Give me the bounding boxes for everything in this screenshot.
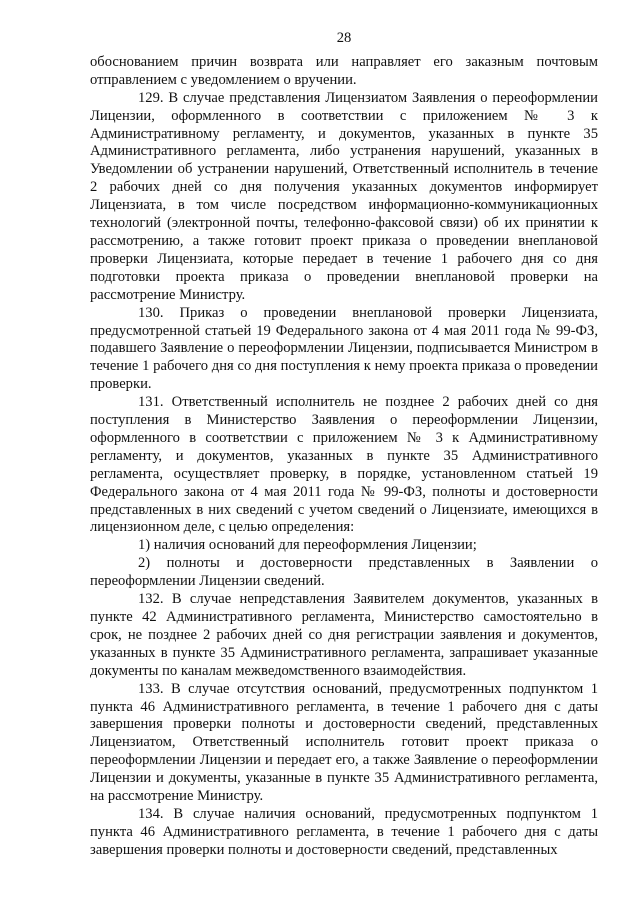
list-item-1: 1) наличия оснований для переоформления Лицензии; — [138, 537, 477, 554]
paragraph-134: 134. В случае наличия оснований, предусмотренных подпунктом 1 пункта 46 Административного регламента, в течение 1 рабочего дня с даты завершения проверки полноты и достоверности сведений, представленных — [90, 805, 598, 858]
list-item-2: 2) полноты и достоверности представленных в Заявлении о переоформлении Лицензии сведений. — [90, 555, 598, 590]
paragraph-130: 130. Приказ о проведении внеплановой проверки Лицензиата, предусмотренной статьей 19 Федерального закона от 4 мая 2011 года № 99-ФЗ, подавшего Заявление о переоформлении Лицензии, подписывается Министром в течение 1 рабочего дня со дня поступления к нему проекта приказа о проведении проверки. — [90, 304, 598, 393]
paragraph-continuation: обоснованием причин возврата или направляет его заказным почтовым отправлением с уведомлением о вручении. — [90, 53, 598, 88]
paragraph-133: 133. В случае отсутствия оснований, предусмотренных подпунктом 1 пункта 46 Административного регламента, в течение 1 рабочего дня с даты завершения проверки полноты и достоверности сведений, представленных Лицензиатом, Ответственный исполнитель готовит проект приказа о переоформлении Лицензии и передает его, а также Заявление о переоформлении Лицензии и документы, указанные в пункте 35 Административного регламента, на рассмотрение Министру. — [90, 680, 598, 805]
document-page — [90, 30, 598, 860]
paragraph-129: 129. В случае представления Лицензиатом Заявления о переоформлении Лицензии, оформленного в соответствии с приложением № 3 к Административному регламенту, и документов, указанных в пункте 35 Административного регламента, либо устранения нарушений, указанных в Уведомлении об устранении нарушений, Ответственный исполнитель в течение 2 рабочих дней со дня получения указанных документов информирует Лицензиата, в том числе посредством информационно-коммуникационных технологий (электронной почты, телефонно-факсовой связи) об их принятии к рассмотрению, а также готовит проект приказа о проведении внеплановой проверки Лицензиата, которые передает в течение 1 рабочего дня со дня подготовки проекта приказа о проведении внеплановой проверки на рассмотрение Министру. — [90, 89, 598, 303]
paragraph-131: 131. Ответственный исполнитель не позднее 2 рабочих дней со дня поступления в Министерство Заявления о переоформлении Лицензии, оформленного в соответствии с приложением № 3 к Административному регламенту, и документов, указанных в пункте 35 Административного регламента, осуществляет проверку, в порядке, установленном статьей 19 Федерального закона от 4 мая 2011 года № 99-ФЗ, полноты и достоверности представленных в них сведений с учетом сведений о Лицензиате, имеющихся в лицензионном деле, с целью определения: — [90, 394, 598, 536]
page-number: 28 — [336, 30, 352, 46]
paragraph-132: 132. В случае непредставления Заявителем документов, указанных в пункте 42 Административного регламента, Министерство самостоятельно в срок, не позднее 2 рабочих дней со дня регистрации заявления и документов, указанных в пункте 35 Административного регламента, запрашивает указанные документы по каналам межведомственного взаимодействия. — [90, 591, 598, 679]
